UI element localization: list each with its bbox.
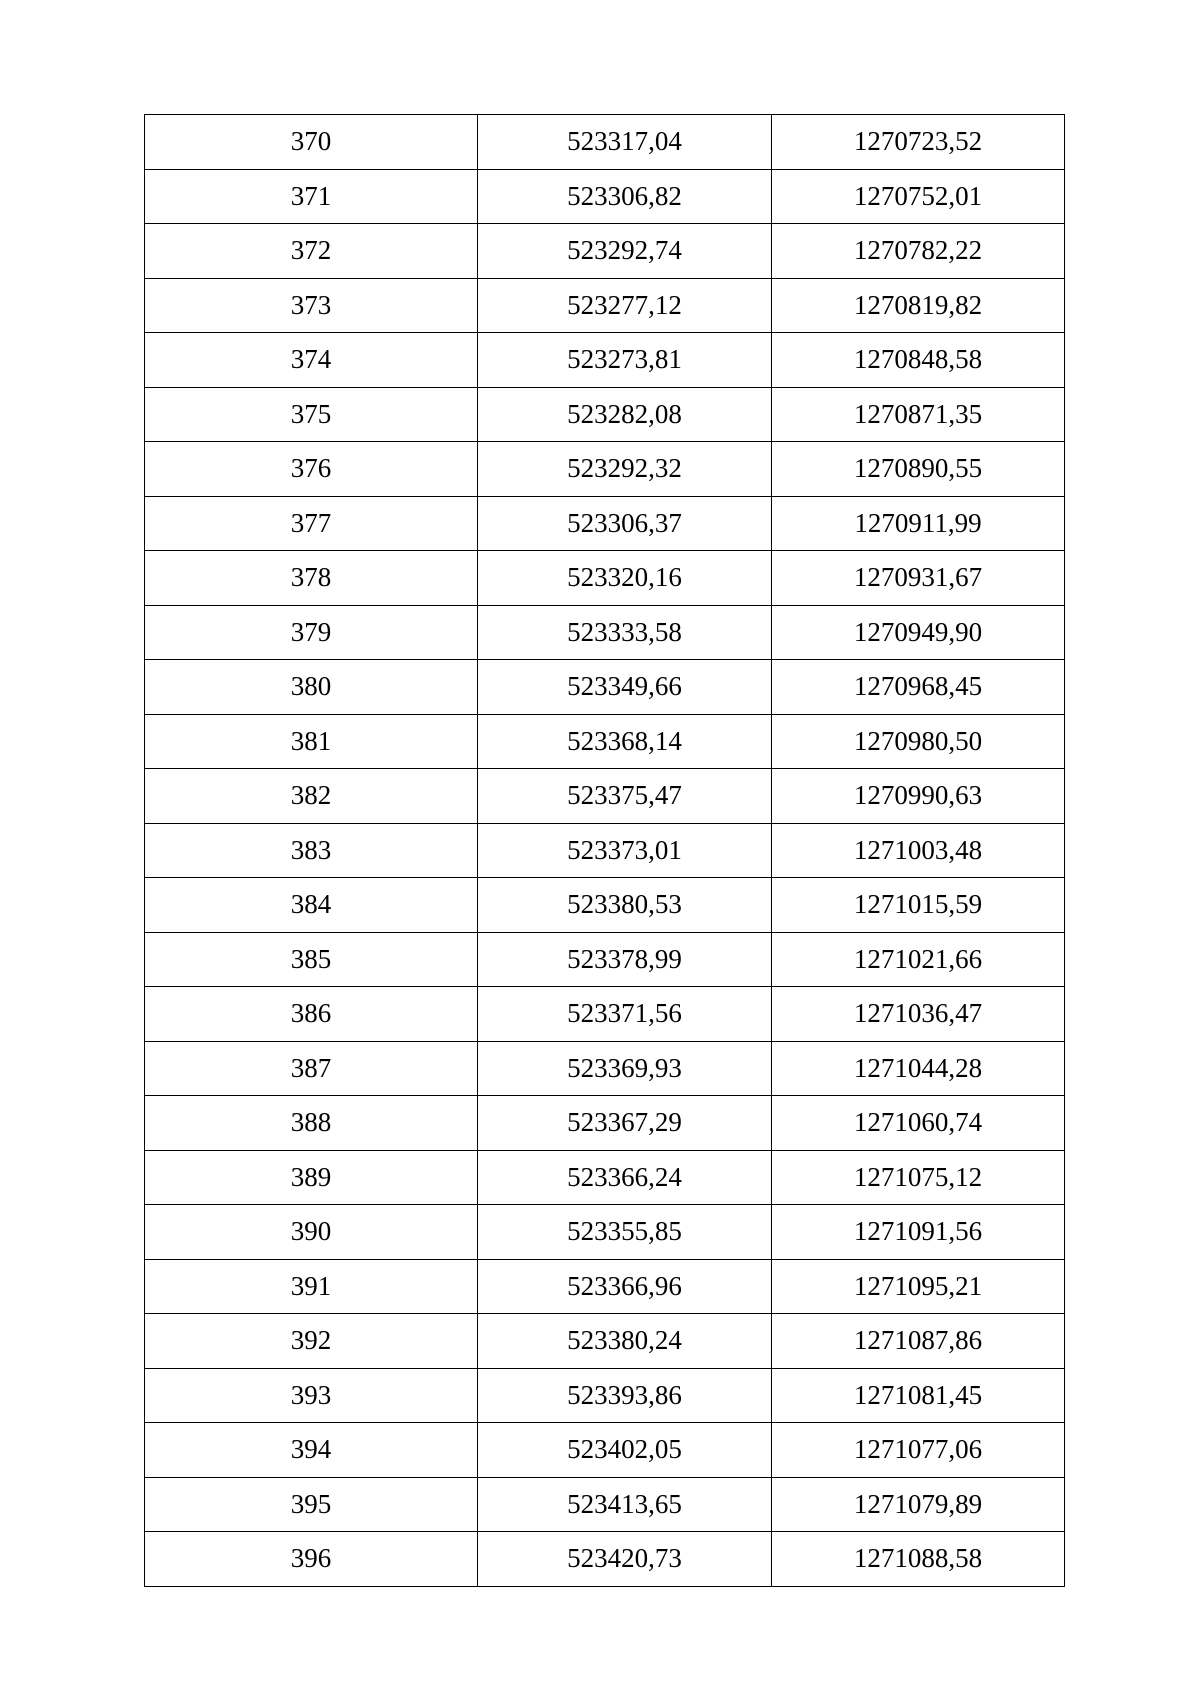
y-coordinate-cell: 1270968,45	[772, 660, 1065, 715]
point-number-cell: 371	[145, 169, 478, 224]
table-row	[145, 496, 1065, 551]
point-number-cell: 370	[145, 115, 478, 170]
y-coordinate-cell: 1270990,63	[772, 769, 1065, 824]
table-row	[145, 224, 1065, 279]
x-coordinate-cell: 523380,24	[478, 1314, 772, 1369]
y-coordinate-cell: 1270931,67	[772, 551, 1065, 606]
y-coordinate-cell: 1271087,86	[772, 1314, 1065, 1369]
x-coordinate-cell: 523349,66	[478, 660, 772, 715]
y-coordinate-cell: 1270890,55	[772, 442, 1065, 497]
table-row	[145, 1477, 1065, 1532]
x-coordinate-cell: 523273,81	[478, 333, 772, 388]
point-number-cell: 393	[145, 1368, 478, 1423]
y-coordinate-cell: 1271021,66	[772, 932, 1065, 987]
table-row	[145, 1423, 1065, 1478]
y-coordinate-cell: 1270871,35	[772, 387, 1065, 442]
y-coordinate-cell: 1271077,06	[772, 1423, 1065, 1478]
coordinates-table	[144, 114, 1065, 1587]
point-number-cell: 383	[145, 823, 478, 878]
table-row	[145, 1041, 1065, 1096]
y-coordinate-cell: 1271088,58	[772, 1532, 1065, 1587]
point-number-cell: 375	[145, 387, 478, 442]
x-coordinate-cell: 523402,05	[478, 1423, 772, 1478]
point-number-cell: 387	[145, 1041, 478, 1096]
point-number-cell: 376	[145, 442, 478, 497]
x-coordinate-cell: 523317,04	[478, 115, 772, 170]
point-number-cell: 382	[145, 769, 478, 824]
point-number-cell: 385	[145, 932, 478, 987]
table-row	[145, 932, 1065, 987]
point-number-cell: 372	[145, 224, 478, 279]
x-coordinate-cell: 523282,08	[478, 387, 772, 442]
y-coordinate-cell: 1271091,56	[772, 1205, 1065, 1260]
x-coordinate-cell: 523292,32	[478, 442, 772, 497]
x-coordinate-cell: 523420,73	[478, 1532, 772, 1587]
point-number-cell: 391	[145, 1259, 478, 1314]
table-row	[145, 1368, 1065, 1423]
table-row	[145, 1205, 1065, 1260]
table-row	[145, 769, 1065, 824]
table-row	[145, 823, 1065, 878]
y-coordinate-cell: 1271015,59	[772, 878, 1065, 933]
y-coordinate-cell: 1271044,28	[772, 1041, 1065, 1096]
x-coordinate-cell: 523366,96	[478, 1259, 772, 1314]
point-number-cell: 388	[145, 1096, 478, 1151]
x-coordinate-cell: 523292,74	[478, 224, 772, 279]
table-row	[145, 1259, 1065, 1314]
table-row	[145, 1096, 1065, 1151]
x-coordinate-cell: 523333,58	[478, 605, 772, 660]
y-coordinate-cell: 1270782,22	[772, 224, 1065, 279]
x-coordinate-cell: 523320,16	[478, 551, 772, 606]
y-coordinate-cell: 1271060,74	[772, 1096, 1065, 1151]
x-coordinate-cell: 523393,86	[478, 1368, 772, 1423]
point-number-cell: 386	[145, 987, 478, 1042]
y-coordinate-cell: 1271095,21	[772, 1259, 1065, 1314]
x-coordinate-cell: 523306,37	[478, 496, 772, 551]
x-coordinate-cell: 523369,93	[478, 1041, 772, 1096]
y-coordinate-cell: 1270980,50	[772, 714, 1065, 769]
y-coordinate-cell: 1270723,52	[772, 115, 1065, 170]
y-coordinate-cell: 1271003,48	[772, 823, 1065, 878]
point-number-cell: 395	[145, 1477, 478, 1532]
point-number-cell: 396	[145, 1532, 478, 1587]
coordinates-table-body	[145, 115, 1065, 1587]
table-row	[145, 551, 1065, 606]
point-number-cell: 377	[145, 496, 478, 551]
y-coordinate-cell: 1270848,58	[772, 333, 1065, 388]
y-coordinate-cell: 1271075,12	[772, 1150, 1065, 1205]
table-row	[145, 387, 1065, 442]
x-coordinate-cell: 523375,47	[478, 769, 772, 824]
point-number-cell: 390	[145, 1205, 478, 1260]
x-coordinate-cell: 523277,12	[478, 278, 772, 333]
table-row	[145, 987, 1065, 1042]
table-row	[145, 1150, 1065, 1205]
point-number-cell: 389	[145, 1150, 478, 1205]
x-coordinate-cell: 523413,65	[478, 1477, 772, 1532]
y-coordinate-cell: 1270949,90	[772, 605, 1065, 660]
table-row	[145, 169, 1065, 224]
y-coordinate-cell: 1271081,45	[772, 1368, 1065, 1423]
x-coordinate-cell: 523355,85	[478, 1205, 772, 1260]
y-coordinate-cell: 1270911,99	[772, 496, 1065, 551]
table-row	[145, 278, 1065, 333]
x-coordinate-cell: 523306,82	[478, 169, 772, 224]
x-coordinate-cell: 523366,24	[478, 1150, 772, 1205]
y-coordinate-cell: 1270819,82	[772, 278, 1065, 333]
table-row	[145, 605, 1065, 660]
table-row	[145, 878, 1065, 933]
y-coordinate-cell: 1271036,47	[772, 987, 1065, 1042]
point-number-cell: 394	[145, 1423, 478, 1478]
table-row	[145, 1314, 1065, 1369]
point-number-cell: 384	[145, 878, 478, 933]
point-number-cell: 380	[145, 660, 478, 715]
point-number-cell: 392	[145, 1314, 478, 1369]
point-number-cell: 373	[145, 278, 478, 333]
x-coordinate-cell: 523373,01	[478, 823, 772, 878]
x-coordinate-cell: 523371,56	[478, 987, 772, 1042]
table-row	[145, 660, 1065, 715]
point-number-cell: 379	[145, 605, 478, 660]
table-row	[145, 714, 1065, 769]
x-coordinate-cell: 523368,14	[478, 714, 772, 769]
y-coordinate-cell: 1271079,89	[772, 1477, 1065, 1532]
point-number-cell: 374	[145, 333, 478, 388]
y-coordinate-cell: 1270752,01	[772, 169, 1065, 224]
x-coordinate-cell: 523378,99	[478, 932, 772, 987]
x-coordinate-cell: 523367,29	[478, 1096, 772, 1151]
x-coordinate-cell: 523380,53	[478, 878, 772, 933]
table-row	[145, 1532, 1065, 1587]
table-row	[145, 333, 1065, 388]
table-row	[145, 115, 1065, 170]
point-number-cell: 378	[145, 551, 478, 606]
table-row	[145, 442, 1065, 497]
point-number-cell: 381	[145, 714, 478, 769]
